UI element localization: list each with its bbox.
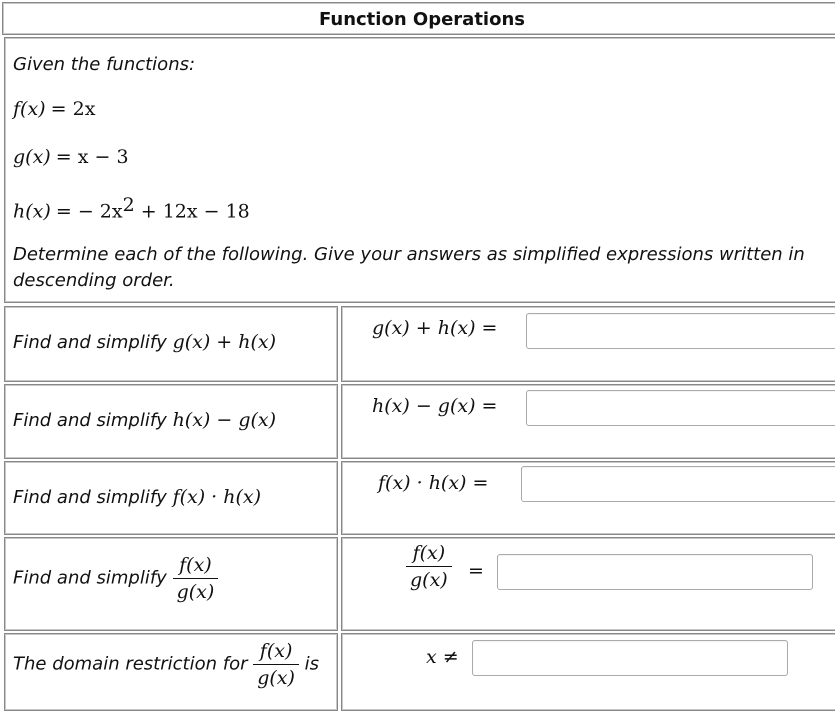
intro-panel <box>4 37 835 303</box>
row-4-answer-cell <box>341 537 835 631</box>
row-5-label-wrap <box>13 640 319 689</box>
row-4-label: Find and simplify <box>13 567 167 589</box>
f-lhs: f(x) <box>13 98 46 120</box>
row-5-fraction <box>253 640 299 689</box>
h-rhs-a: = − 2x <box>55 200 123 223</box>
row-4-rhs-fraction <box>406 542 452 591</box>
row-5-answer-input[interactable] <box>472 640 788 676</box>
row-4-denominator: g(x) <box>176 581 215 603</box>
h-lhs: h(x) <box>13 200 51 223</box>
row-5-question <box>4 633 338 711</box>
row-1-label-wrap <box>13 331 276 353</box>
row-5-numerator: f(x) <box>253 640 299 665</box>
row-5-denominator: g(x) <box>257 667 295 689</box>
row-4-numerator: f(x) <box>173 554 219 579</box>
row-4-question <box>4 537 338 631</box>
row-3-question <box>4 461 338 535</box>
row-2-label-wrap <box>13 409 276 431</box>
f-rhs: = 2x <box>50 98 96 120</box>
row-1-rhs: g(x) + h(x) = <box>372 317 498 339</box>
f-definition <box>13 98 95 120</box>
row-3-answer-cell <box>341 461 835 535</box>
row-3-expr: f(x) · h(x) <box>172 486 262 508</box>
row-3-label-wrap <box>13 486 261 508</box>
row-5-suffix: is <box>304 653 320 675</box>
row-4-equals: = <box>468 560 484 582</box>
row-1-label: Find and simplify <box>13 332 167 353</box>
row-2-answer-input[interactable] <box>526 390 835 426</box>
g-definition <box>13 146 129 168</box>
row-4-rhs-numerator: f(x) <box>406 542 452 567</box>
h-definition <box>13 194 250 222</box>
h-rhs-b: + 12x − 18 <box>134 200 250 223</box>
page-title: Function Operations <box>2 2 835 35</box>
row-2-answer-cell <box>341 384 835 459</box>
g-rhs: = x − 3 <box>55 146 129 168</box>
row-2-label: Find and simplify <box>13 410 167 431</box>
given-label: Given the functions: <box>13 54 196 75</box>
row-2-question <box>4 384 338 459</box>
row-1-answer-input[interactable] <box>526 313 835 349</box>
row-1-expr: g(x) + h(x) <box>172 331 277 353</box>
row-2-expr: h(x) − g(x) <box>172 409 277 431</box>
g-lhs: g(x) <box>13 146 51 168</box>
row-3-label: Find and simplify <box>13 487 167 508</box>
row-2-rhs: h(x) − g(x) = <box>372 395 498 417</box>
row-4-rhs-denominator: g(x) <box>410 569 448 591</box>
row-1-answer-cell <box>341 306 835 382</box>
instructions: Determine each of the following. Give your answers as simplified expressions written in descending order. <box>13 244 805 291</box>
row-5-answer-cell <box>341 633 835 711</box>
row-4-answer-input[interactable] <box>497 554 813 590</box>
row-5-label: The domain restriction for <box>13 653 248 675</box>
row-3-answer-input[interactable] <box>521 466 835 502</box>
row-4-label-wrap <box>13 554 218 603</box>
row-1-question <box>4 306 338 382</box>
row-4-fraction <box>173 554 219 603</box>
row-5-rhs: x ≠ <box>426 646 459 668</box>
h-exponent: 2 <box>122 194 135 216</box>
row-3-rhs: f(x) · h(x) = <box>378 472 489 494</box>
